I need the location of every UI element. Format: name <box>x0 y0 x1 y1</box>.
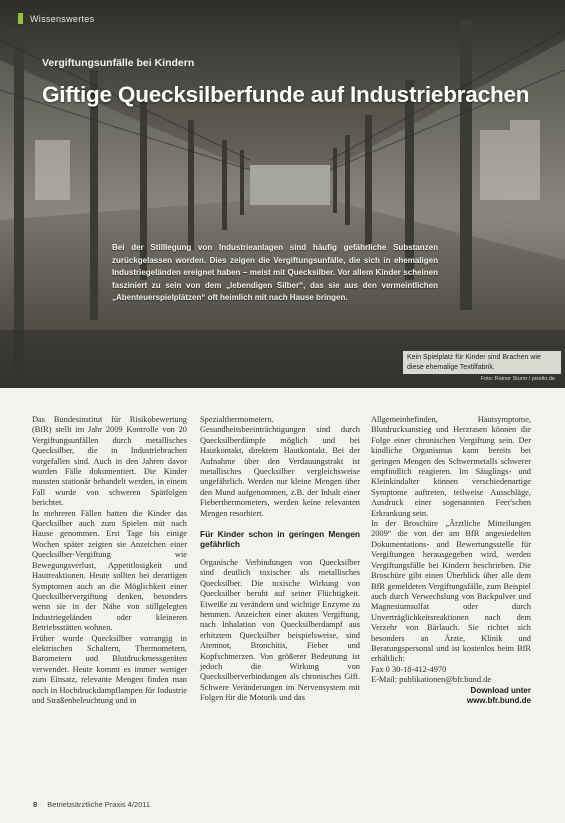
text-column-2 <box>200 415 360 704</box>
article-headline: Giftige Quecksilberfunde auf Industriebrachen <box>42 82 530 107</box>
text-column-3 <box>371 415 531 706</box>
publication-name: Betriebsärztliche Praxis 4/2011 <box>47 800 151 809</box>
photo-credit: Foto: Rainer Sturm / pixelio.de <box>480 376 555 382</box>
email-line[interactable]: E-Mail: publikationen@bfr.bund.de <box>371 675 492 685</box>
paragraph: Organische Verbindungen von Quecksilber sind deutlich toxischer als metallisches Quecksilber. Die toxische Wirkung von Quecksilber beruht auf seiner Flüchtigkeit. Eiweiße zu verändern und wichtige Enzyme zu hemmen. Anzeichen einer akuten Vergiftung, nach Inhalation von Quecksilberdampf aus erhitztem Quecksilber beispielsweise, sind Atemnot, Bronchitis, Fieber und Kopfschmerzen. Von größerer Bedeutung ist jedoch die Wirkung von Quecksilberverbindungen als chronisches Gift. Schwere Veränderungen im Nervensystem mit Folgen für die Motorik und das <box>200 557 360 703</box>
article-lead: Bei der Stilllegung von Industrieanlagen sind häufig gefährliche Substanzen zurückgelassen worden. Dies zeigen die Vergiftungsunfälle, die sich in ehemaligen Industriegeländen ereignet haben – meist mit Quecksilber. Vor allem Kinder scheinen fasziniert zu sein von dem „lebendigen Silber“, das sie aus den vermeintlichen „Abenteuerspielplätzen“ oft heimlich mit nach Hause bringen. <box>112 243 438 303</box>
download-label: Download unter <box>470 685 531 695</box>
paragraph: Allgemeinbefinden, Hautsymptome, Blutdrucksanstieg und Herzrasen können die Folge einer chronischen Vergiftung sein. Der kindliche Organismus kann bereits bei geringen Mengen des Schwermetalls schwerer empfindlich reagieren. Im Säuglings- und Kleinkindalter können verschiedenartige Symptome auftreten, teilweise Ausschläge, Ausdruck einer sogenannten Feer'schen Erkrankung sein. <box>371 415 531 518</box>
paragraph: In mehreren Fällen hatten die Kinder das Quecksilber auch zum Spielen mit nach Hause genommen. Erst Tage bis einige Wochen später zeigten sie Anzeichen einer Quecksilber-Vergiftung wie Bewegungsverlust, Appetitlosigkeit und Hautreaktionen. Heute sollten bei derartigen Symptomen auch an die Möglichkeit einer Quecksilbervergiftung denken, besonders wenn sie in der Nähe von stillgelegten Industriegeländen oder kleineren Betriebsstätten wohnen. <box>32 508 187 633</box>
page-number: 8 <box>33 800 38 809</box>
paragraph: Spezialthermometern. Gesundheitsbeeinträchtigungen sind durch Quecksilberdämpfe möglich und bei Hautkontakt, direktem Hautkontakt. Bei der Aufnahme über den Verdauungstrakt ist metallisches Quecksilber vergleichsweise ungefährlich. Werden nur kleine Mengen über den Mund aufgenommen, z.B. der Inhalt einer Fieberthermometers, werden keine relevanten Mengen resorbiert. <box>200 415 360 518</box>
paragraph: Das Bundesinstitut für Risikobewertung (BfR) stellt im Jahr 2009 Kontrolle von 20 Vergiftungsunfällen durch metallisches Quecksilber, die in Industriebrachen vorgefallen sind. Auch in den Jahren davor wurden Fälle dokumentiert. Die Kinder mussten stationär behandelt werden, in einem Fall wurde von schweren Spätfolgen berichtet. <box>32 415 187 508</box>
article-kicker: Vergiftungsunfälle bei Kindern <box>42 57 195 69</box>
download-link[interactable]: www.bfr.bund.de <box>466 695 531 705</box>
section-marker <box>18 13 23 24</box>
subheading: Für Kinder schon in geringen Mengen gefährlich <box>200 529 360 550</box>
page-footer <box>33 800 150 809</box>
paragraph: Früher wurde Quecksilber vorrangig in elektrischen Schaltern, Thermometern, Barometern und Blutdruckmessgeräten verwendet. Heute kommt es immer weniger zum Einsatz, relevante Mengen finden man noch in Hochdruckdampflampen für Industrie und Straßenbeleuchtung und in <box>32 633 187 705</box>
fax-line: Fax 0 30-18-412-4970 <box>371 664 447 674</box>
section-label: Wissenswertes <box>30 14 95 24</box>
text-column-1 <box>32 415 187 706</box>
photo-caption: Kein Spielplatz für Kinder sind Brachen wie diese ehemalige Textilfabrik. <box>403 351 561 374</box>
paragraph: In der Broschüre „Ärztliche Mitteilungen 2009“ die von der am BfR angesiedelten Dokumentations- und Bewertungsstelle für Vergiftungen herausgegeben wird, werden Vergiftungsfälle bei Kindern beschrieben. Die Broschüre gibt einen Überblick über alle dem BfR gemeldeten Vergiftungsfälle, zum Beispiel auch durch Verwechslung von Backpulver und Magnesiumsulfat oder durch Unverträglichkeitsreaktionen nach dem Verzehr von Bärlauch. Sie richtet sich besonders an Ärzte, Klinik und Beratungspersonal und ist kostenlos beim BfR erhältlich: <box>371 519 531 664</box>
